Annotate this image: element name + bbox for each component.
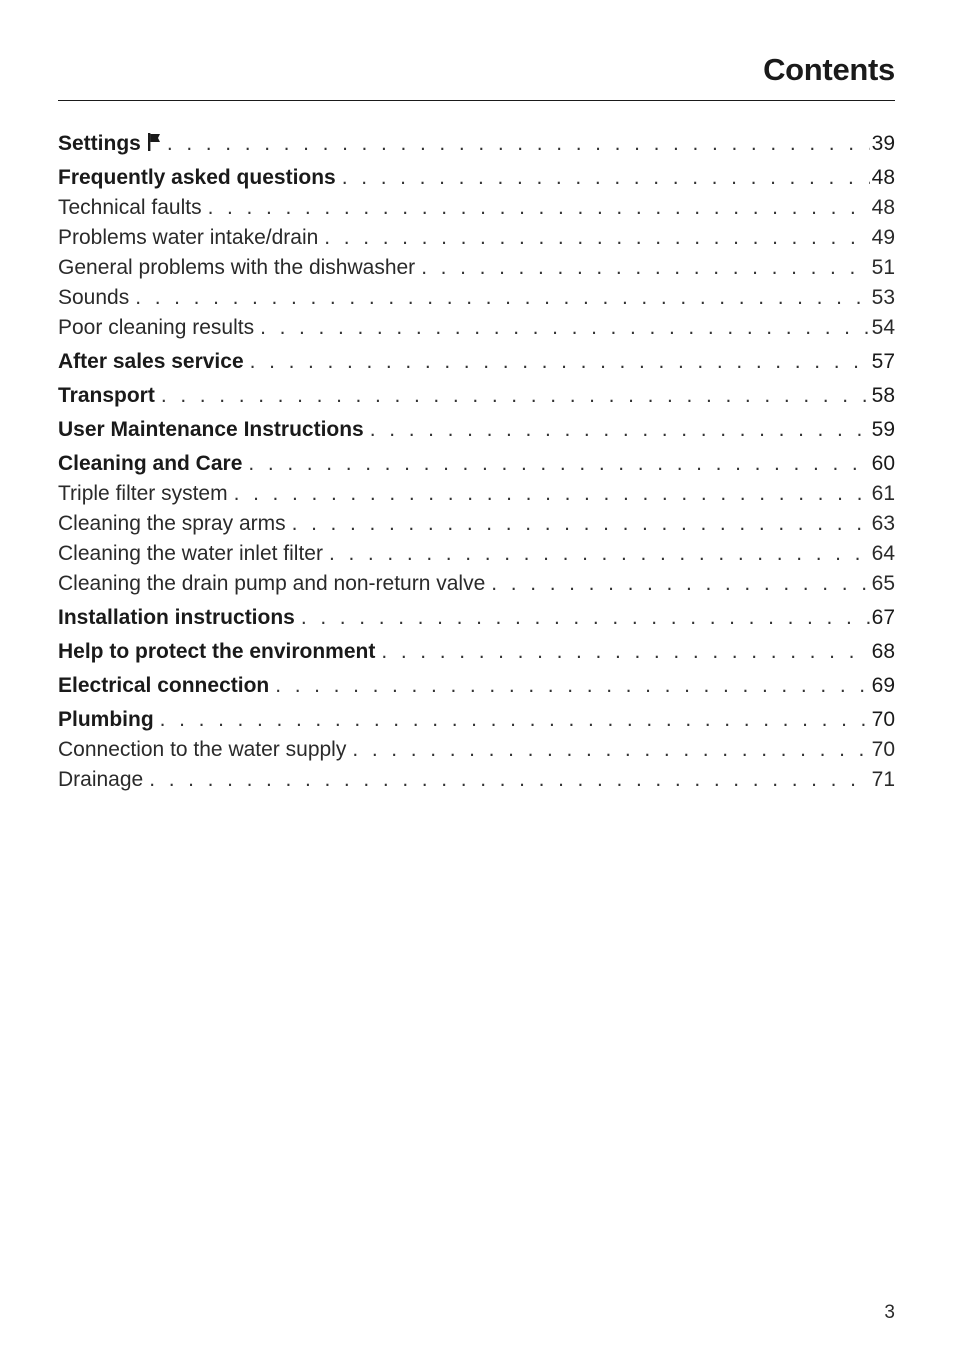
dot-leader bbox=[329, 539, 870, 569]
dot-leader bbox=[135, 283, 869, 313]
dot-leader bbox=[381, 637, 869, 667]
toc-page-number: 70 bbox=[871, 738, 895, 761]
toc-entry-settings[interactable] bbox=[58, 129, 895, 159]
toc-page-number: 65 bbox=[871, 572, 895, 595]
toc-entry-label: Installation instructions bbox=[58, 606, 295, 629]
toc-entry-label: Frequently asked questions bbox=[58, 166, 336, 189]
toc-entry-technical-faults[interactable] bbox=[58, 193, 895, 223]
toc-entry-user-maintenance-instructions[interactable] bbox=[58, 415, 895, 445]
toc-entry-triple-filter-system[interactable] bbox=[58, 479, 895, 509]
toc-page-number: 64 bbox=[871, 542, 895, 565]
dot-leader bbox=[421, 253, 869, 283]
toc-page-number: 61 bbox=[871, 482, 895, 505]
toc-entry-frequently-asked-questions[interactable] bbox=[58, 163, 895, 193]
toc-page-number: 48 bbox=[871, 196, 895, 219]
toc-entry-problems-water-intake-drain[interactable] bbox=[58, 223, 895, 253]
dot-leader bbox=[370, 415, 870, 445]
toc-entry-label: Help to protect the environment bbox=[58, 640, 376, 663]
toc-entry-installation-instructions[interactable] bbox=[58, 603, 895, 633]
toc-entry-label: Triple filter system bbox=[58, 482, 228, 505]
table-of-contents bbox=[58, 128, 895, 795]
toc-page-number: 57 bbox=[871, 350, 895, 373]
toc-entry-cleaning-spray-arms[interactable] bbox=[58, 509, 895, 539]
toc-entry-transport[interactable] bbox=[58, 381, 895, 411]
dot-leader bbox=[167, 129, 870, 159]
toc-entry-label: After sales service bbox=[58, 350, 244, 373]
toc-page-number: 51 bbox=[871, 256, 895, 279]
toc-page-number: 59 bbox=[871, 418, 895, 441]
toc-page-number: 53 bbox=[871, 286, 895, 309]
toc-entry-connection-water-supply[interactable] bbox=[58, 735, 895, 765]
dot-leader bbox=[301, 603, 870, 633]
toc-page-number: 54 bbox=[871, 316, 895, 339]
dot-leader bbox=[260, 313, 870, 343]
toc-entry-label: Connection to the water supply bbox=[58, 738, 347, 761]
dot-leader bbox=[292, 509, 870, 539]
toc-entry-label: User Maintenance Instructions bbox=[58, 418, 364, 441]
dot-leader bbox=[149, 765, 869, 795]
dot-leader bbox=[324, 223, 869, 253]
toc-entry-label: General problems with the dishwasher bbox=[58, 256, 416, 279]
toc-entry-label: Cleaning the water inlet filter bbox=[58, 542, 323, 565]
dot-leader bbox=[208, 193, 870, 223]
toc-page-number: 60 bbox=[871, 452, 895, 475]
toc-entry-label: Settings bbox=[58, 129, 161, 159]
toc-page-number: 49 bbox=[871, 226, 895, 249]
title-divider bbox=[58, 100, 895, 101]
toc-entry-label: Problems water intake/drain bbox=[58, 226, 319, 249]
toc-entry-after-sales-service[interactable] bbox=[58, 347, 895, 377]
toc-entry-label: Poor cleaning results bbox=[58, 316, 255, 339]
toc-page-number: 58 bbox=[871, 384, 895, 407]
dot-leader bbox=[491, 569, 869, 599]
toc-entry-label: Cleaning and Care bbox=[58, 452, 243, 475]
toc-entry-label: Drainage bbox=[58, 768, 144, 791]
page-title: Contents bbox=[763, 52, 895, 87]
toc-entry-cleaning-and-care[interactable] bbox=[58, 449, 895, 479]
toc-page-number: 69 bbox=[871, 674, 895, 697]
flag-icon bbox=[147, 132, 161, 152]
dot-leader bbox=[234, 479, 870, 509]
toc-page-number: 39 bbox=[871, 132, 895, 155]
toc-entry-label: Technical faults bbox=[58, 196, 202, 219]
toc-entry-electrical-connection[interactable] bbox=[58, 671, 895, 701]
toc-entry-poor-cleaning-results[interactable] bbox=[58, 313, 895, 343]
dot-leader bbox=[161, 381, 870, 411]
toc-entry-general-problems[interactable] bbox=[58, 253, 895, 283]
toc-entry-protect-environment[interactable] bbox=[58, 637, 895, 667]
toc-entry-cleaning-drain-pump[interactable] bbox=[58, 569, 895, 599]
dot-leader bbox=[248, 449, 869, 479]
toc-entry-label: Cleaning the drain pump and non-return valve bbox=[58, 572, 486, 595]
toc-entry-label: Sounds bbox=[58, 286, 130, 309]
toc-page-number: 68 bbox=[871, 640, 895, 663]
dot-leader bbox=[160, 705, 870, 735]
toc-entry-label: Electrical connection bbox=[58, 674, 270, 697]
dot-leader bbox=[275, 671, 869, 701]
toc-page-number: 48 bbox=[871, 166, 895, 189]
dot-leader bbox=[352, 735, 869, 765]
page-number: 3 bbox=[884, 1302, 895, 1323]
toc-entry-plumbing[interactable] bbox=[58, 705, 895, 735]
dot-leader bbox=[342, 163, 870, 193]
toc-page-number: 70 bbox=[871, 708, 895, 731]
toc-page-number: 63 bbox=[871, 512, 895, 535]
toc-entry-label: Cleaning the spray arms bbox=[58, 512, 286, 535]
toc-entry-label: Plumbing bbox=[58, 708, 154, 731]
toc-entry-sounds[interactable] bbox=[58, 283, 895, 313]
toc-entry-label: Transport bbox=[58, 384, 155, 407]
toc-entry-drainage[interactable] bbox=[58, 765, 895, 795]
dot-leader bbox=[250, 347, 870, 377]
toc-entry-cleaning-water-inlet-filter[interactable] bbox=[58, 539, 895, 569]
toc-page-number: 71 bbox=[871, 768, 895, 791]
toc-page-number: 67 bbox=[871, 606, 895, 629]
